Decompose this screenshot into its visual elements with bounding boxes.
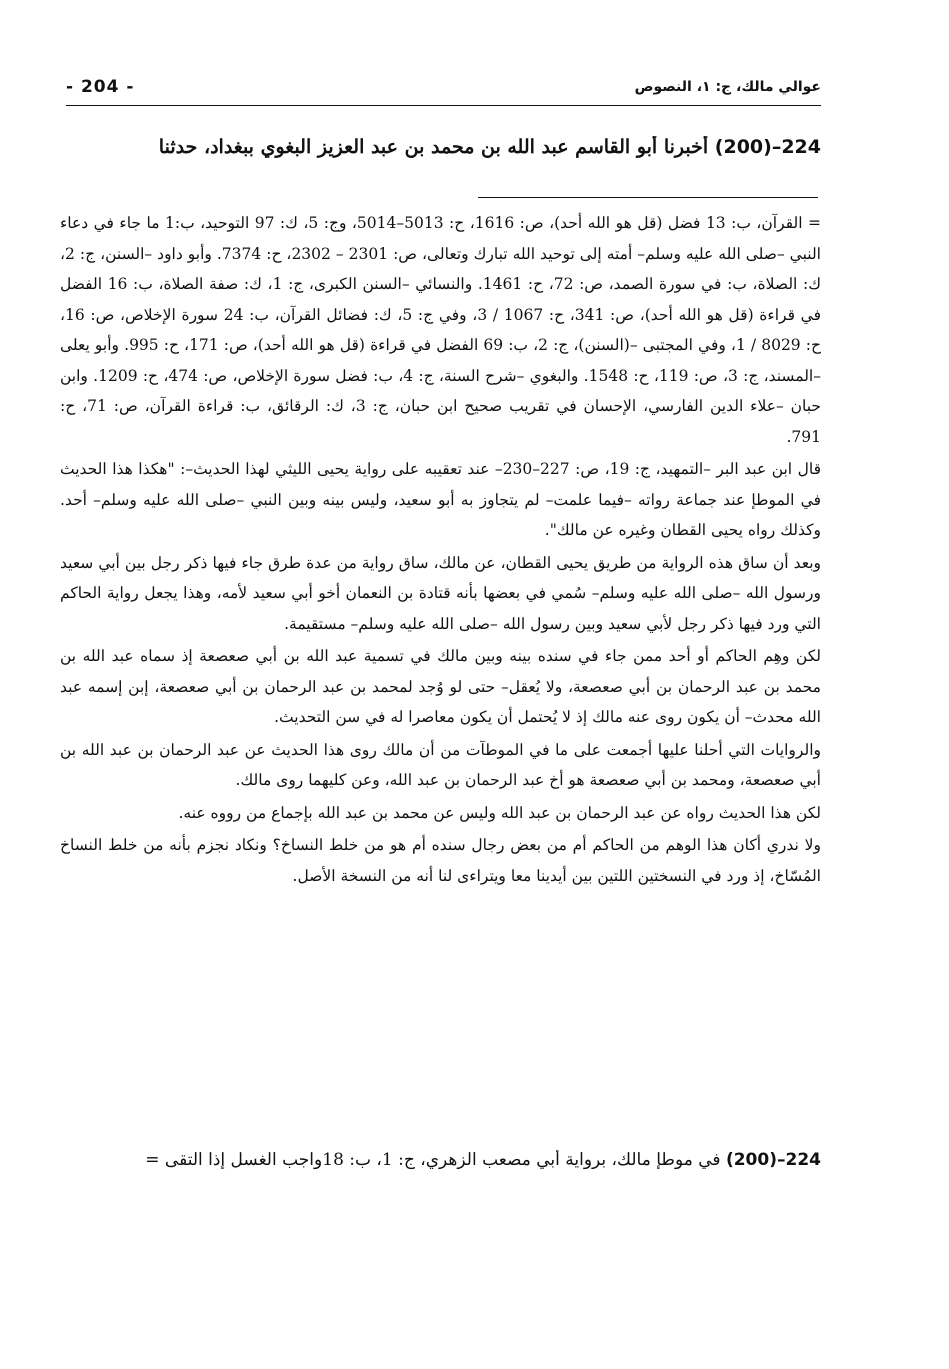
main-entry-number: 224–(200) bbox=[714, 136, 821, 158]
footnote-paragraph-5: والروايات التي أحلنا عليها أجمعت على ما في الموطآت من أن مالك روى هذا الحديث عن عبد الرحمان بن عبد الله بن أبي صعصعة، ومحمد بن أبي صعصعة هو أخ عبد الرحمان بن عبد الله، وعن كليهما روى مالك. bbox=[60, 740, 821, 789]
footnote-paragraph-3: وبعد أن ساق هذه الرواية من طريق يحيى القطان، عن مالك، ساق رواية من عدة طرق جاء فيها ذكر رجل بين أبي سعيد ورسول الله –صلى الله عليه وسلم– سُمي في بعضها بأنه قتادة بن النعمان أخو أبي سعيد لأمه، وهذا يجعل رواية الحاكم التي ورد فيها ذكر رجل لأبي سعيد وبين رسول الله –صلى الله عليه وسلم– مستقيمة. bbox=[60, 553, 821, 633]
bottom-footnote-line bbox=[60, 1150, 821, 1170]
running-title: عوالي مالك، ج: ١، النصوص bbox=[634, 79, 821, 95]
main-text-line bbox=[60, 136, 821, 158]
footnote-paragraph-7: ولا ندري أكان هذا الوهم من الحاكم أم من بعض رجال سنده أم هو من خلط النساخ؟ ونكاد نجزم بأنه من خلط النساخ المُسّاخ، إذ ورد في النسختين اللتين بين أيدينا معا ويتراءى لنا أنه من النسخة الأصل. bbox=[60, 836, 821, 885]
footnote-paragraph-6: لكن هذا الحديث رواه عن عبد الرحمان بن عبد الله وليس عن محمد بن عبد الله بإجماع من رووه عنه. bbox=[178, 803, 821, 822]
page-header bbox=[66, 72, 821, 102]
header-rule bbox=[66, 105, 821, 106]
bottom-entry-number: 224–(200) bbox=[725, 1150, 821, 1170]
footnote-paragraph-2: قال ابن عبد البر –التمهيد، ج: 19، ص: 227–230– عند تعقيبه على رواية يحيى الليثي لهذا الحديث–: "هكذا هذا الحديث في الموطإ عند جماعة رواته –فيما علمت– لم يتجاوز به أبو سعيد، وليس بينه وبين النبي –صلى الله عليه وسلم– أحد. وكذلك رواه يحيى القطان وغيره عن مالك". bbox=[60, 460, 821, 539]
bottom-entry-text: في موطإ مالك، برواية أبي مصعب الزهري، ج: 1، ب: 18واجب الغسل إذا التقى = bbox=[145, 1150, 721, 1170]
footnote-paragraph-1: = القرآن، ب: 13 فضل (قل هو الله أحد)، ص: 1616، ح: 5013–5014، وج: 5، ك: 97 التوحيد، ب:1 ما جاء في دعاء النبي –صلى الله عليه وسلم– أمته إلى توحيد الله تبارك وتعالى، ص: 2301 – 2302، ح: 7374. وأبو داود –السنن، ج: 2، ك: الصلاة، ب: في سورة الصمد، ص: 72، ح: 1461. والنسائي –السنن الكبرى، ج: 1، ك: صفة الصلاة، ب: 16 الفضل في قراءة (قل هو الله أحد)، ص: 341، ح: 1067 / 3، وفي ج: 5، ك: فضائل القرآن، ب: 24 سورة الإخلاص، ص: 16، ح: 8029 / 1، وفي المجتبى –(السنن)، ج: 2، ب: 69 الفضل في قراءة (قل هو الله أحد)، ص: 171، ح: 995. وأبو يعلى –المسند، ج: 3، ص: 119، ح: 1548. والبغوي –شرح السنة، ج: 4، ب: فضل سورة الإخلاص، ص: 474، ح: 1209. وابن حبان –علاء الدين الفارسي، الإحسان في تقريب صحيح ابن حبان، ج: 3، ك: الرقائق، ب: قراءة القرآن، ص: 71، ح: 791. bbox=[60, 214, 821, 446]
page-number: - 204 - bbox=[66, 77, 135, 97]
footnotes bbox=[60, 208, 821, 893]
main-entry-text: أخبرنا أبو القاسم عبد الله بن محمد بن عبد العزيز البغوي ببغداد، حدثنا bbox=[158, 136, 709, 158]
footnote-paragraph-4: لكن وهِم الحاكم أو أحد ممن جاء في سنده بينه وبين مالك في تسمية عبد الله بن أبي صعصعة إذ سماه عبد الله بن محمد بن عبد الرحمان بن أبي صعصعة، ولا يُعقل– حتى لو وُجد لمحمد بن عبد الرحمان بن أبي صعصعة، إبن إسمه عبد الله محدث– أن يكون روى عنه مالك إذ لا يُحتمل أن يكون معاصرا له في سن التحديث. bbox=[60, 647, 821, 726]
footnote-separator bbox=[478, 197, 818, 198]
